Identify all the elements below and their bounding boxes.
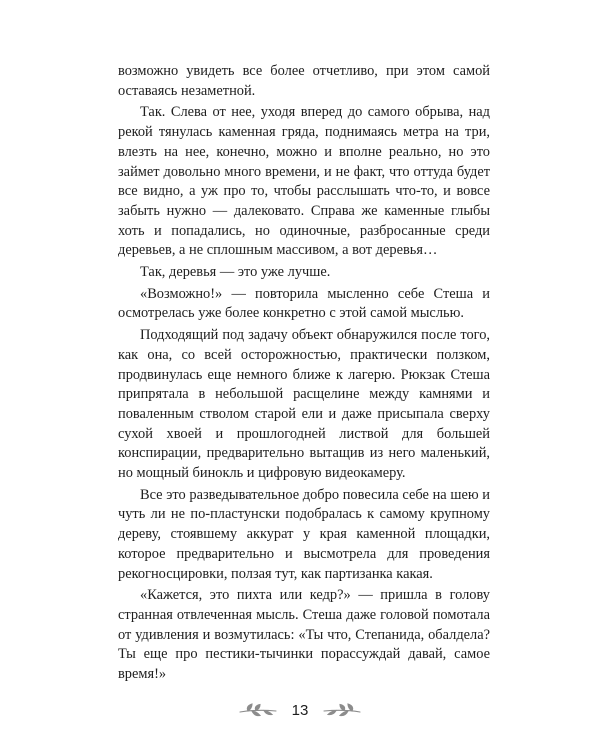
page-footer: [0, 695, 600, 725]
paragraph: «Кажется, это пихта или кедр?» — пришла в голову странная отвлеченная мысль. Стеша даже головой помотала от удивления и возмутилась: «Ты что, Степанида, обалдела? Ты еще про пестики-тычинки порассуждай давай, самое время!»: [118, 587, 490, 683]
paragraph: Подходящий под задачу объект обнаружился после того, как она, со всей осторожностью, практически ползком, продвинулась еще немного ближе к лагерю. Рюкзак Стеша припрятала в небольшой расщелине между камнями и поваленным стволом старой ели и даже присыпала сверху сухой хвоей и прошлогодней листвой для большей конспирации, предварительно вытащив из него маленький, но мощный бинокль и цифровую видеокамеру.: [118, 327, 490, 482]
paragraph: Все это разведывательное добро повесила себе на шею и чуть ли не по-пластунски подобралась к самому крупному дереву, стоявшему аккурат у края каменной площадки, которое предварительно и высмотрела для проведения рекогносцировки, ползая тут, как партизанка какая.: [118, 486, 490, 582]
paragraph: «Возможно!» — повторила мысленно себе Стеша и осмотрелась уже более конкретно с этой самой мыслью.: [118, 285, 490, 322]
body-text: [118, 62, 490, 687]
paragraph: Так, деревья — это уже лучше.: [140, 264, 331, 281]
page-number: 13: [291, 701, 309, 719]
leaf-sprig-left-icon: [238, 703, 278, 717]
paragraph: Так. Слева от нее, уходя вперед до самого обрыва, над рекой тянулась каменная гряда, поднимаясь метра на три, влезть на нее, конечно, можно и вполне реально, но это займет довольно много времени, и не факт, что оттуда будет все видно, а уж про то, чтобы расслышать что-то, и вовсе забыть нужно — далековато. Справа же каменные глыбы хоть и попадались, но одиночные, разбросанные среди деревьев, а не сплошным массивом, а вот деревья…: [118, 104, 490, 259]
paragraph-continuation: возможно увидеть все более отчетливо, при этом самой оставаясь незаметной.: [118, 63, 490, 99]
leaf-sprig-right-icon: [322, 703, 362, 717]
